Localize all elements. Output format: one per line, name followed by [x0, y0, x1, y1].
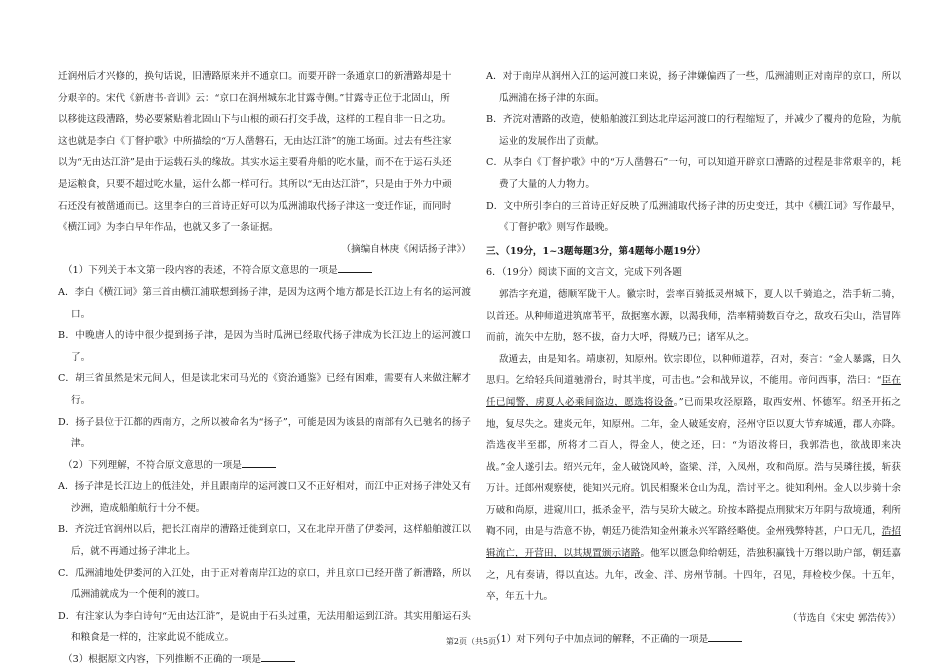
question-3-option-b: B．齐浣对漕路的改造，使船舶渡江到达北岸运河渡口的行程缩短了，并减少了覆舟的危险，为航运业的发展作出了贡献。	[486, 114, 901, 147]
passage-source: （摘编自林庚《闲话扬子津》）	[341, 243, 471, 255]
wenyan-source: （节选自《宋史 郭浩传》）	[787, 612, 901, 624]
passage-line: 是运粮食，只要不超过吃水量，运什么都一样可行。其所以“无由达江浒”，只是由于外力中顽	[58, 178, 452, 190]
question-6-1-stem-text: （1）对下列句子中加点词的解释，不正确的一项是	[491, 634, 709, 646]
question-2-option-a: A．扬子津是长江边上的低洼处，并且跟南岸的运河渡口又不正好相对，而江中正对扬子津处又有沙洲，造成船舶航行十分不便。	[58, 481, 471, 514]
answer-blank[interactable]	[261, 651, 295, 662]
question-1-stem-text: （1）下列关于本文第一段内容的表述，不符合原文意思的一项是	[63, 265, 338, 277]
wenyan-paragraph-1: 郭浩字充道，德顺军陇干人。徽宗时，尝率百骑抵灵州城下，夏人以千骑追之，浩手斩二骑，以首还。从种师道进筑席苇平，敌据塞水源，以渴我师，浩率精骑数百夺之，敌攻石尖山，浩冒阵而前，流矢中左肋，怒不拔，奋力大呼，得贼乃已；诸军从之。	[486, 288, 901, 344]
right-column	[486, 66, 901, 651]
passage-line: 以为“无由达江浒”是由于运载石头的缘故。其实水运主要看舟船的吃水量，而不在于运石头还	[58, 157, 452, 169]
wenyan-text: 。”已而果攻泾原路，取西安州、怀德军。绍圣开拓之地，复尽失之。建炎元年，知原州。二年，金人破延安府，泾州守臣以夏大节弃城遁，郡人亦降。浩选夜半至郡，所将才二百人，得金人，使之还，曰：“为语汝将曰，我郭浩也，欲战即来决战。”金人遂引去。绍兴元年，金人破饶风岭，盗梁、洋，入凤州，攻和尚原。浩与吴璘往援，斩获万计。迁郎州观察使，徙知兴元府。饥民相聚米仓山为乱，浩讨平之。徙知利州。金人以步骑十余万破和尚原，进窥川口，抵杀金平，浩与吴玠大破之。玠按本路提点刑狱宋万年阴与敌境通，利所鞫不同，由是与浩意不协，朝廷乃徙浩知金州兼永兴军路经略使。金州残弊特甚，户口无几，	[486, 396, 902, 538]
passage-line: 石还没有被凿通而已。这里李白的三首诗正好可以为瓜洲浦取代扬子津这一变迁作证，而同时	[58, 200, 452, 212]
underlined-sentence-1: 臣在任已闻警，虏夏人必乘间盗边，愿选将设备	[486, 375, 901, 408]
answer-blank[interactable]	[338, 262, 372, 273]
question-3-option-d: D．文中所引李白的三首诗正好反映了瓜洲浦取代扬子津的历史变迁，其中《横江词》写作最早，《丁督护歌》则写作最晚。	[486, 200, 901, 234]
answer-blank[interactable]	[242, 457, 276, 468]
passage-line: 以移徙这段漕路，势必要紧贴着北固山下与山根的顽石打交手战，这样的工程自非一日之功。	[58, 114, 452, 126]
section-title: 三、（19分，1~3题每题3分，第4题每小题19分）	[486, 245, 706, 257]
question-1-option-b: B．中晚唐人的诗中很少提到扬子津，是因为当时瓜洲已经取代扬子津成为长江边上的运河渡口了。	[58, 330, 471, 363]
question-3-stem	[58, 649, 471, 671]
page-footer: 第2页（共5页）	[445, 637, 505, 646]
question-2-stem	[58, 455, 471, 477]
question-1-option-a: A．李白《横江词》第三首由横江浦联想到扬子津，是因为这两个地方都是长江边上有名的运河渡口。	[58, 286, 471, 320]
question-1-option-c: C．胡三省虽然是宋元间人，但是读北宋司马光的《资治通鉴》已经有困难，需要有人来做注解才行。	[58, 373, 471, 406]
question-3-option-c: C．从李白《丁督护歌》中的“万人凿磐石”一句，可以知道开辟京口漕路的过程是非常艰辛的，耗费了大量的人力物力。	[486, 157, 901, 190]
wenyan-paragraph-2	[486, 349, 901, 608]
question-1-option-d: D．扬子县位于江都的西南方，之所以被命名为“扬子”，可能是因为该县的南部有久已驰名的扬子津。	[58, 416, 471, 450]
question-2-option-c: C．瓜洲浦地处伊娄河的入江处，由于正对着南岸江边的京口，并且京口已经开凿了新漕路，所以瓜洲浦就成为一个便利的渡口。	[58, 567, 471, 601]
question-3-option-a: A．对于南岸从润州入江的运河渡口来说，扬子津嫌偏西了一些，瓜洲浦则正对南岸的京口，所以瓜洲浦在扬子津的东面。	[486, 71, 901, 104]
passage-line: 这也就是李白《丁督护歌》中所描绘的“万人凿磐石，无由达江浒”的施工场面。过去有些注家	[58, 135, 452, 147]
question-3-stem-text: （3）根据原文内容，下列推断不正确的一项是	[63, 654, 261, 666]
wenyan-text: 敌遁去，由是知名。靖康初，知原州。钦宗即位，以种师道荐，召对，奏言：“金人暴露，日久思归。乞给轻兵间道驰滑台，时其半度，可击也。”会和战异议，不能用。帝问西事，浩曰：“	[486, 353, 901, 387]
question-2-option-b: B．齐浣迁官润州以后，把长江南岸的漕路迁徙到京口，又在北岸开凿了伊娄河，这样船舶渡江以后，就不再通过扬子津北上。	[58, 524, 471, 558]
question-6-stem: 6．（19分）阅读下面的文言文，完成下列各题	[486, 267, 682, 279]
passage-line: 《横江词》为李白早年作品，也就又多了一条证据。	[58, 222, 279, 234]
left-column	[58, 66, 471, 671]
question-1-stem	[58, 260, 471, 282]
question-2-stem-text: （2）下列理解，不符合原文意思的一项是	[63, 459, 242, 471]
wenyan-text: 。他军以匮急仰给朝廷，浩独积赢钱十万缗以助户部，朝廷嘉之，凡有奏请，得以直达。九年，改金、洋、房州节制。十四年，召见，拜检校少保。十五年，卒，年五十九。	[486, 548, 902, 603]
underlined-sentence-2: 浩招辑流亡，开营田，以其规置颁示诸路	[486, 526, 902, 560]
passage-line: 迁润州后才兴修的，换句话说，旧漕路原来并不通京口。而要开辟一条通京口的新漕路却是十	[58, 71, 452, 82]
passage-line: 分艰辛的。宋代《新唐书·音训》云：“京口在润州城东北甘露寺侧。”甘露寺正位于北固山，所	[58, 92, 450, 104]
question-2-option-d: D．有注家认为李白诗句“无由达江浒”，是说由于石头过重，无法用船运到江浒。其实用船运石头和粮食是一样的，注家此说不能成立。	[58, 610, 471, 644]
